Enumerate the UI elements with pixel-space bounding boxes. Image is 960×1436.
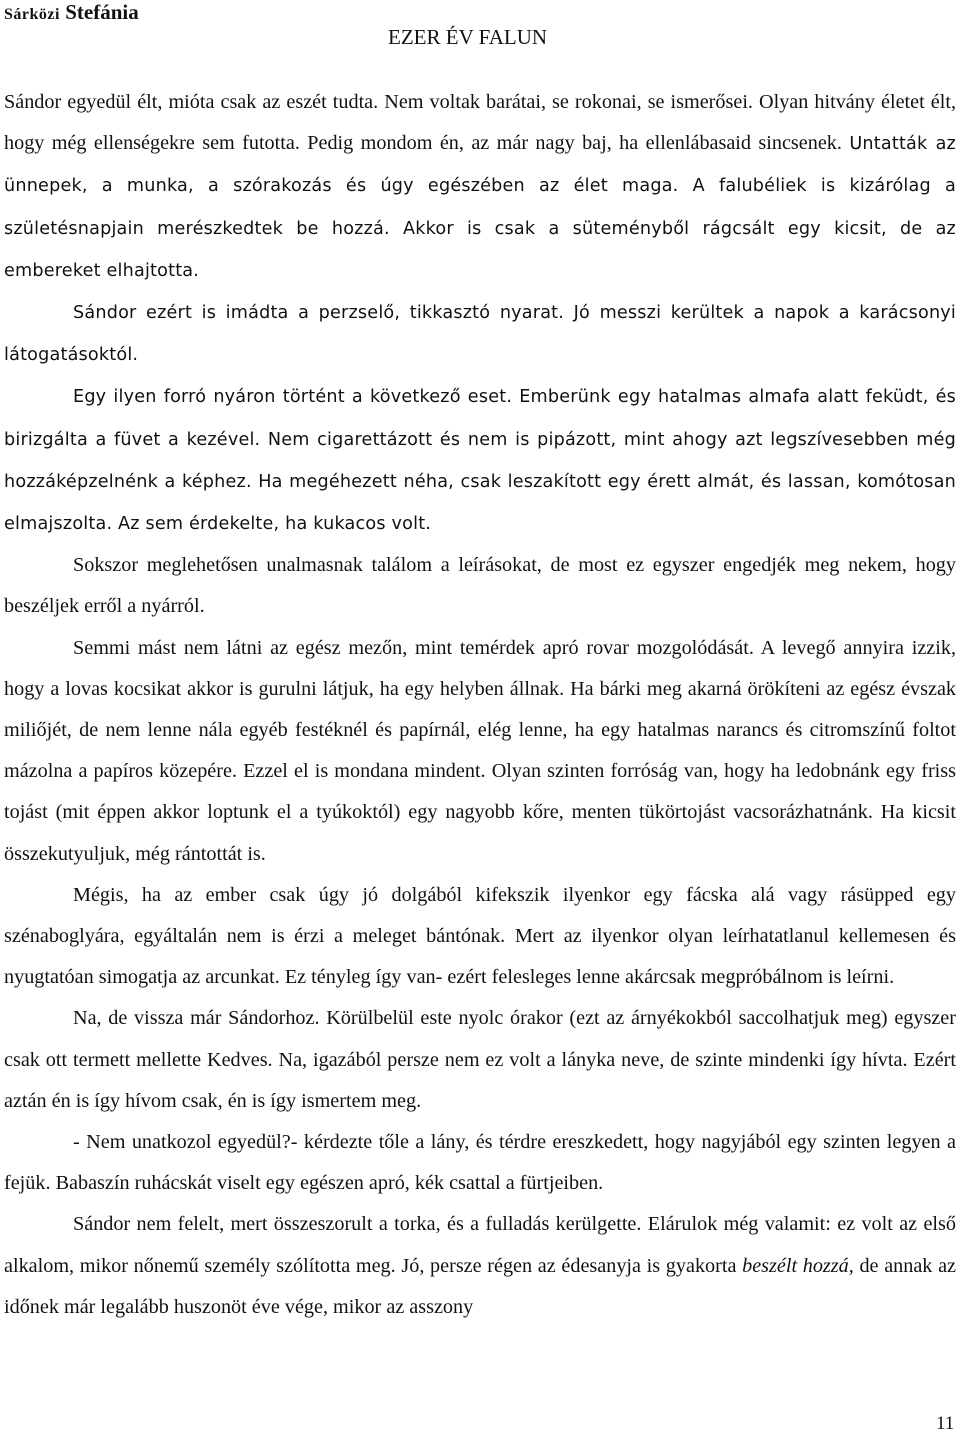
paragraph-8-text: - Nem unatkozol egyedül?- kérdezte tőle a lány, és térdre ereszkedett, hogy nagyjából egy szinten legyen a fejük. Babaszín ruhácskát viselt egy egészen apró, kék csattal a fürtjeiben. [4, 1131, 956, 1195]
paragraph-9 [4, 1204, 956, 1328]
author-name [4, 0, 139, 27]
story-title: EZER ÉV FALUN [388, 25, 548, 49]
page-number: 11 [936, 1413, 955, 1434]
paragraph-6-text: Mégis, ha az ember csak úgy jó dolgából kifekszik ilyenkor egy fácska alá vagy rásüpped egy szénaboglyára, egyáltalán nem is érzi a meleget bántónak. Mert az ilyenkor olyan leírhatatlanul kellemesen és nyugtatóan simogatja az arcunkat. Ez tényleg így van- ezért felesleges lenne akárcsak megpróbálnom is leírni. [4, 883, 956, 989]
paragraph-2 [4, 292, 956, 376]
paragraph-9-text-b: de annak az időnek már legalább huszonöt éve vége, mikor az asszony [4, 1254, 956, 1318]
paragraph-7 [4, 998, 956, 1122]
paragraph-3 [4, 376, 956, 545]
paragraph-7-text: Na, de vissza már Sándorhoz. Körülbelül este nyolc órakor (ezt az árnyékokból saccolhatjuk meg) egyszer csak ott termett mellette Kedves. Na, igazából persze nem ez volt a lányka neve, de szinte mindenki így hívta. Ezért aztán én is így hívom csak, én is így ismertem meg. [4, 1007, 956, 1112]
author-given-name: Stefánia [59, 0, 139, 24]
paragraph-9-italic-text: beszélt hozzá, [742, 1254, 854, 1277]
paragraph-4-text: Sokszor meglehetősen unalmasnak találom a leírásokat, de most ez egyszer engedjék meg nekem, hogy beszéljek erről a nyárról. [4, 554, 956, 618]
paragraph-2-text: Sándor ezért is imádta a perzselő, tikkasztó nyarat. Jó messzi kerültek a napok a karácsonyi látogatásoktól. [4, 303, 956, 366]
paragraph-1 [4, 82, 956, 292]
author-surname: Sárközi [4, 6, 60, 23]
paragraph-5-text: Semmi mást nem látni az egész mezőn, mint temérdek apró rovar mozgolódását. A levegő annyira izzik, hogy a lovas kocsikat akkor is gurulni látjuk, ha egy helyben állnak. Ha bárki meg akarná örökíteni az egész évszak miliőjét, de nem lenne nála egyéb festéknél és papírnál, elég lenne, ha egy hatalmas narancs és citromszínű foltot mázolna a papíros közepére. Ezzel el is mondana mindent. Olyan szinten forróság van, hogy ha ledobnánk egy friss tojást (mit éppen akkor loptunk el a tyúkoktól) egy nagyobb kőre, menten tükörtojást vacsorázhatnánk. Ha kicsit összekutyuljuk, még rántottát is. [4, 636, 956, 865]
paragraph-5 [4, 628, 956, 875]
paragraph-1-text-a: Sándor egyedül élt, mióta csak az eszét tudta. Nem voltak barátai, se rokonai, se ismerősei. Olyan hitvány életet élt, hogy még ellenségekre sem futotta. Pedig mondom én, az már nagy baj, ha ellenlábasaid sincsenek. [4, 91, 956, 155]
paragraph-9-text-a: Sándor nem felelt, mert összeszorult a torka, és a fulladás kerülgette. Elárulok még valamit: ez volt az első alkalom, mikor nőnemű személy szólította meg. Jó, persze régen az édesanyja is gyakorta [4, 1213, 956, 1277]
paragraph-8 [4, 1122, 956, 1204]
story-body [4, 82, 956, 1328]
paragraph-4 [4, 545, 956, 627]
paragraph-3-text: Egy ilyen forró nyáron történt a következő eset. Emberünk egy hatalmas almafa alatt feküdt, és birizgálta a füvet a kezével. Nem cigarettázott és nem is pipázott, mint ahogy azt legszívesebben még hozzáképzelnénk a képhez. Ha megéhezett néha, csak leszakított egy érett almát, és lassan, komótosan elmajszolta. Az sem érdekelte, ha kukacos volt. [4, 387, 956, 535]
paragraph-6 [4, 875, 956, 999]
paragraph-1-text-b: Untatták az ünnepek, a munka, a szórakozás és úgy egészében az élet maga. A falubéliek is kizárólag a születésnapjain merészkedtek be hozzá. Akkor is csak a süteményből rágcsált egy kicsit, de az embereket elhajtotta. [4, 134, 956, 281]
